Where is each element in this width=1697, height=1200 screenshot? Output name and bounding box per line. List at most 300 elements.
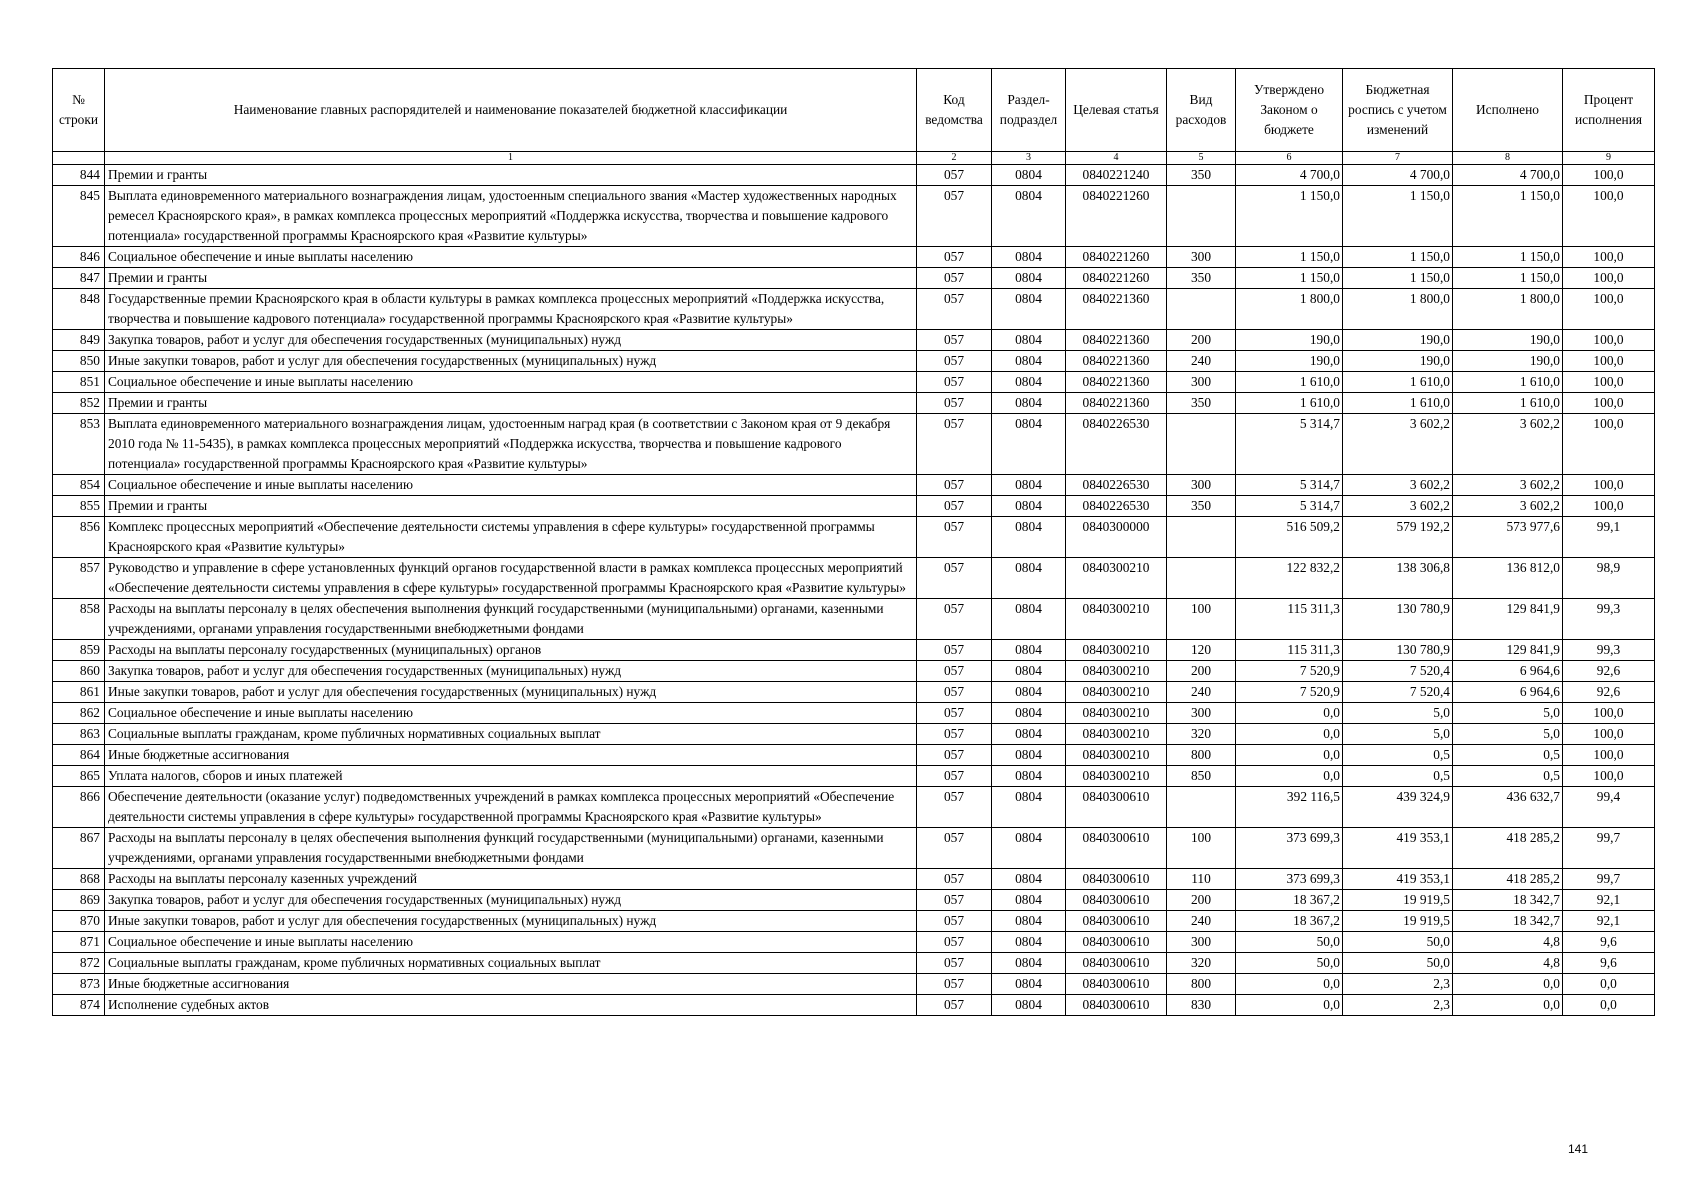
approved-amount: 50,0: [1236, 953, 1343, 974]
table-row: [53, 787, 1655, 828]
executed-amount: 1 610,0: [1453, 393, 1563, 414]
target-item: 0840300610: [1066, 995, 1167, 1016]
section-code: 0804: [992, 682, 1066, 703]
item-name: Иные закупки товаров, работ и услуг для обеспечения государственных (муниципальных) нужд: [105, 682, 917, 703]
executed-amount: 1 800,0: [1453, 289, 1563, 330]
expense-kind: 350: [1167, 165, 1236, 186]
row-number: 871: [53, 932, 105, 953]
execution-percent: 99,3: [1563, 599, 1655, 640]
budget-amount: 7 520,4: [1343, 661, 1453, 682]
budget-amount: 5,0: [1343, 724, 1453, 745]
executed-amount: 418 285,2: [1453, 869, 1563, 890]
approved-amount: 373 699,3: [1236, 828, 1343, 869]
dept-code: 057: [917, 890, 992, 911]
table-row: [53, 640, 1655, 661]
row-number: 860: [53, 661, 105, 682]
dept-code: 057: [917, 745, 992, 766]
target-item: 0840300210: [1066, 745, 1167, 766]
execution-percent: 99,1: [1563, 517, 1655, 558]
dept-code: 057: [917, 911, 992, 932]
item-name: Расходы на выплаты персоналу государственных (муниципальных) органов: [105, 640, 917, 661]
section-code: 0804: [992, 186, 1066, 247]
executed-amount: 0,0: [1453, 974, 1563, 995]
executed-amount: 129 841,9: [1453, 599, 1563, 640]
expense-kind: 830: [1167, 995, 1236, 1016]
target-item: 0840226530: [1066, 496, 1167, 517]
budget-amount: 19 919,5: [1343, 890, 1453, 911]
column-number: 9: [1563, 152, 1655, 165]
expense-kind: 800: [1167, 745, 1236, 766]
target-item: 0840300000: [1066, 517, 1167, 558]
execution-percent: 100,0: [1563, 372, 1655, 393]
header-row: [53, 69, 1655, 152]
dept-code: 057: [917, 661, 992, 682]
execution-percent: 9,6: [1563, 932, 1655, 953]
row-number: 845: [53, 186, 105, 247]
executed-amount: 18 342,7: [1453, 911, 1563, 932]
header-percent: Процент исполнения: [1563, 69, 1655, 152]
dept-code: 057: [917, 475, 992, 496]
table-row: [53, 558, 1655, 599]
page-number: 141: [1568, 1142, 1589, 1156]
item-name: Социальные выплаты гражданам, кроме публичных нормативных социальных выплат: [105, 953, 917, 974]
approved-amount: 373 699,3: [1236, 869, 1343, 890]
item-name: Премии и гранты: [105, 268, 917, 289]
row-number: 855: [53, 496, 105, 517]
section-code: 0804: [992, 351, 1066, 372]
execution-percent: 99,4: [1563, 787, 1655, 828]
item-name: Закупка товаров, работ и услуг для обеспечения государственных (муниципальных) нужд: [105, 661, 917, 682]
section-code: 0804: [992, 661, 1066, 682]
header-executed: Исполнено: [1453, 69, 1563, 152]
execution-percent: 92,1: [1563, 911, 1655, 932]
executed-amount: 4 700,0: [1453, 165, 1563, 186]
table-row: [53, 828, 1655, 869]
row-number: 853: [53, 414, 105, 475]
expense-kind: 320: [1167, 953, 1236, 974]
executed-amount: 129 841,9: [1453, 640, 1563, 661]
section-code: 0804: [992, 268, 1066, 289]
column-number: 8: [1453, 152, 1563, 165]
row-number: 856: [53, 517, 105, 558]
section-code: 0804: [992, 869, 1066, 890]
row-number: 852: [53, 393, 105, 414]
target-item: 0840226530: [1066, 475, 1167, 496]
executed-amount: 3 602,2: [1453, 475, 1563, 496]
target-item: 0840221260: [1066, 186, 1167, 247]
approved-amount: 190,0: [1236, 330, 1343, 351]
item-name: Расходы на выплаты персоналу в целях обеспечения выполнения функций государственными (муниципальными) органами, казенными учреждениями, органами управления государственными внебюджетными фондами: [105, 599, 917, 640]
execution-percent: 0,0: [1563, 974, 1655, 995]
table-row: [53, 599, 1655, 640]
target-item: 0840300210: [1066, 766, 1167, 787]
target-item: 0840300210: [1066, 682, 1167, 703]
dept-code: 057: [917, 289, 992, 330]
execution-percent: 92,1: [1563, 890, 1655, 911]
budget-amount: 1 610,0: [1343, 372, 1453, 393]
expense-kind: 100: [1167, 828, 1236, 869]
section-code: 0804: [992, 640, 1066, 661]
expense-kind: [1167, 787, 1236, 828]
execution-percent: 100,0: [1563, 330, 1655, 351]
target-item: 0840300210: [1066, 599, 1167, 640]
budget-amount: 3 602,2: [1343, 496, 1453, 517]
dept-code: 057: [917, 372, 992, 393]
expense-kind: 100: [1167, 599, 1236, 640]
dept-code: 057: [917, 558, 992, 599]
table-row: [53, 268, 1655, 289]
approved-amount: 5 314,7: [1236, 414, 1343, 475]
executed-amount: 6 964,6: [1453, 661, 1563, 682]
column-number: 3: [992, 152, 1066, 165]
expense-kind: 350: [1167, 393, 1236, 414]
approved-amount: 0,0: [1236, 724, 1343, 745]
target-item: 0840300210: [1066, 724, 1167, 745]
approved-amount: 0,0: [1236, 995, 1343, 1016]
section-code: 0804: [992, 289, 1066, 330]
expense-kind: 300: [1167, 932, 1236, 953]
table-row: [53, 475, 1655, 496]
approved-amount: 18 367,2: [1236, 890, 1343, 911]
item-name: Закупка товаров, работ и услуг для обеспечения государственных (муниципальных) нужд: [105, 330, 917, 351]
item-name: Социальное обеспечение и иные выплаты населению: [105, 247, 917, 268]
expense-kind: 300: [1167, 247, 1236, 268]
executed-amount: 0,5: [1453, 745, 1563, 766]
budget-amount: 1 150,0: [1343, 268, 1453, 289]
row-number: 859: [53, 640, 105, 661]
budget-amount: 4 700,0: [1343, 165, 1453, 186]
execution-percent: 100,0: [1563, 165, 1655, 186]
executed-amount: 1 150,0: [1453, 268, 1563, 289]
budget-amount: 5,0: [1343, 703, 1453, 724]
section-code: 0804: [992, 724, 1066, 745]
target-item: 0840300610: [1066, 953, 1167, 974]
budget-amount: 1 150,0: [1343, 247, 1453, 268]
executed-amount: 418 285,2: [1453, 828, 1563, 869]
item-name: Обеспечение деятельности (оказание услуг) подведомственных учреждений в рамках комплекса процессных мероприятий «Обеспечение деятельности системы управления в сфере культуры» государственной программы Красноярского края «Развитие культуры»: [105, 787, 917, 828]
approved-amount: 18 367,2: [1236, 911, 1343, 932]
header-target-item: Целевая статья: [1066, 69, 1167, 152]
dept-code: 057: [917, 414, 992, 475]
item-name: Уплата налогов, сборов и иных платежей: [105, 766, 917, 787]
target-item: 0840300610: [1066, 787, 1167, 828]
table-row: [53, 414, 1655, 475]
section-code: 0804: [992, 787, 1066, 828]
target-item: 0840300610: [1066, 932, 1167, 953]
item-name: Премии и гранты: [105, 165, 917, 186]
executed-amount: 190,0: [1453, 330, 1563, 351]
item-name: Закупка товаров, работ и услуг для обеспечения государственных (муниципальных) нужд: [105, 890, 917, 911]
row-number: 854: [53, 475, 105, 496]
row-number: 850: [53, 351, 105, 372]
row-number: 867: [53, 828, 105, 869]
item-name: Комплекс процессных мероприятий «Обеспечение деятельности системы управления в сфере культуры» государственной программы Красноярского края «Развитие культуры»: [105, 517, 917, 558]
target-item: 0840300610: [1066, 890, 1167, 911]
budget-table-container: [52, 68, 1654, 1016]
execution-percent: 100,0: [1563, 496, 1655, 517]
execution-percent: 100,0: [1563, 475, 1655, 496]
target-item: 0840300610: [1066, 869, 1167, 890]
table-row: [53, 745, 1655, 766]
target-item: 0840221260: [1066, 247, 1167, 268]
row-number: 851: [53, 372, 105, 393]
execution-percent: 92,6: [1563, 661, 1655, 682]
executed-amount: 3 602,2: [1453, 496, 1563, 517]
item-name: Социальное обеспечение и иные выплаты населению: [105, 932, 917, 953]
column-number-row: [53, 152, 1655, 165]
section-code: 0804: [992, 558, 1066, 599]
executed-amount: 0,5: [1453, 766, 1563, 787]
section-code: 0804: [992, 828, 1066, 869]
budget-amount: 419 353,1: [1343, 828, 1453, 869]
dept-code: 057: [917, 330, 992, 351]
dept-code: 057: [917, 599, 992, 640]
approved-amount: 50,0: [1236, 932, 1343, 953]
row-number: 858: [53, 599, 105, 640]
table-row: [53, 932, 1655, 953]
executed-amount: 5,0: [1453, 724, 1563, 745]
execution-percent: 100,0: [1563, 745, 1655, 766]
section-code: 0804: [992, 911, 1066, 932]
section-code: 0804: [992, 953, 1066, 974]
execution-percent: 100,0: [1563, 186, 1655, 247]
execution-percent: 9,6: [1563, 953, 1655, 974]
row-number: 849: [53, 330, 105, 351]
section-code: 0804: [992, 475, 1066, 496]
budget-amount: 3 602,2: [1343, 414, 1453, 475]
expense-kind: 300: [1167, 703, 1236, 724]
table-row: [53, 724, 1655, 745]
executed-amount: 1 150,0: [1453, 186, 1563, 247]
table-row: [53, 247, 1655, 268]
expense-kind: 800: [1167, 974, 1236, 995]
dept-code: 057: [917, 932, 992, 953]
row-number: 861: [53, 682, 105, 703]
dept-code: 057: [917, 703, 992, 724]
header-section: Раздел-подраздел: [992, 69, 1066, 152]
executed-amount: 0,0: [1453, 995, 1563, 1016]
execution-percent: 100,0: [1563, 351, 1655, 372]
budget-amount: 130 780,9: [1343, 599, 1453, 640]
budget-amount: 50,0: [1343, 932, 1453, 953]
section-code: 0804: [992, 247, 1066, 268]
section-code: 0804: [992, 890, 1066, 911]
approved-amount: 7 520,9: [1236, 682, 1343, 703]
budget-amount: 2,3: [1343, 995, 1453, 1016]
row-number: 844: [53, 165, 105, 186]
table-row: [53, 661, 1655, 682]
approved-amount: 190,0: [1236, 351, 1343, 372]
executed-amount: 190,0: [1453, 351, 1563, 372]
table-row: [53, 372, 1655, 393]
approved-amount: 4 700,0: [1236, 165, 1343, 186]
expense-kind: 350: [1167, 496, 1236, 517]
approved-amount: 1 150,0: [1236, 268, 1343, 289]
execution-percent: 100,0: [1563, 268, 1655, 289]
item-name: Руководство и управление в сфере установленных функций органов государственной власти в рамках комплекса процессных мероприятий «Обеспечение деятельности системы управления в сфере культуры» государственной программы Красноярского края «Развитие культуры»: [105, 558, 917, 599]
row-number: 865: [53, 766, 105, 787]
expense-kind: 240: [1167, 911, 1236, 932]
target-item: 0840300610: [1066, 974, 1167, 995]
executed-amount: 4,8: [1453, 953, 1563, 974]
dept-code: 057: [917, 974, 992, 995]
expense-kind: [1167, 414, 1236, 475]
approved-amount: 1 150,0: [1236, 186, 1343, 247]
section-code: 0804: [992, 393, 1066, 414]
item-name: Социальное обеспечение и иные выплаты населению: [105, 372, 917, 393]
dept-code: 057: [917, 640, 992, 661]
row-number: 869: [53, 890, 105, 911]
approved-amount: 0,0: [1236, 703, 1343, 724]
budget-amount: 190,0: [1343, 351, 1453, 372]
approved-amount: 115 311,3: [1236, 640, 1343, 661]
section-code: 0804: [992, 414, 1066, 475]
target-item: 0840300210: [1066, 661, 1167, 682]
execution-percent: 100,0: [1563, 289, 1655, 330]
row-number: 873: [53, 974, 105, 995]
section-code: 0804: [992, 165, 1066, 186]
approved-amount: 122 832,2: [1236, 558, 1343, 599]
budget-amount: 7 520,4: [1343, 682, 1453, 703]
execution-percent: 100,0: [1563, 414, 1655, 475]
row-number: 874: [53, 995, 105, 1016]
column-number: 2: [917, 152, 992, 165]
dept-code: 057: [917, 787, 992, 828]
dept-code: 057: [917, 724, 992, 745]
table-row: [53, 517, 1655, 558]
execution-percent: 100,0: [1563, 247, 1655, 268]
column-number: [53, 152, 105, 165]
header-expense-kind: Вид расходов: [1167, 69, 1236, 152]
section-code: 0804: [992, 517, 1066, 558]
executed-amount: 1 150,0: [1453, 247, 1563, 268]
target-item: 0840221360: [1066, 330, 1167, 351]
target-item: 0840300210: [1066, 640, 1167, 661]
table-row: [53, 890, 1655, 911]
dept-code: 057: [917, 268, 992, 289]
dept-code: 057: [917, 165, 992, 186]
table-body: [53, 165, 1655, 1016]
dept-code: 057: [917, 393, 992, 414]
dept-code: 057: [917, 247, 992, 268]
row-number: 868: [53, 869, 105, 890]
expense-kind: 350: [1167, 268, 1236, 289]
item-name: Социальное обеспечение и иные выплаты населению: [105, 475, 917, 496]
row-number: 857: [53, 558, 105, 599]
table-row: [53, 289, 1655, 330]
section-code: 0804: [992, 766, 1066, 787]
table-row: [53, 703, 1655, 724]
expense-kind: 110: [1167, 869, 1236, 890]
header-row-number: № строки: [53, 69, 105, 152]
table-row: [53, 682, 1655, 703]
table-row: [53, 869, 1655, 890]
executed-amount: 136 812,0: [1453, 558, 1563, 599]
dept-code: 057: [917, 517, 992, 558]
row-number: 862: [53, 703, 105, 724]
budget-amount: 3 602,2: [1343, 475, 1453, 496]
expense-kind: 320: [1167, 724, 1236, 745]
target-item: 0840226530: [1066, 414, 1167, 475]
row-number: 872: [53, 953, 105, 974]
section-code: 0804: [992, 496, 1066, 517]
execution-percent: 99,7: [1563, 828, 1655, 869]
item-name: Иные бюджетные ассигнования: [105, 974, 917, 995]
table-row: [53, 351, 1655, 372]
budget-amount: 1 800,0: [1343, 289, 1453, 330]
budget-amount: 0,5: [1343, 766, 1453, 787]
target-item: 0840221360: [1066, 289, 1167, 330]
execution-percent: 98,9: [1563, 558, 1655, 599]
section-code: 0804: [992, 745, 1066, 766]
target-item: 0840300210: [1066, 558, 1167, 599]
dept-code: 057: [917, 496, 992, 517]
dept-code: 057: [917, 186, 992, 247]
item-name: Премии и гранты: [105, 393, 917, 414]
item-name: Социальные выплаты гражданам, кроме публичных нормативных социальных выплат: [105, 724, 917, 745]
table-row: [53, 766, 1655, 787]
dept-code: 057: [917, 766, 992, 787]
item-name: Государственные премии Красноярского края в области культуры в рамках комплекса процессных мероприятий «Поддержка искусства, творчества и повышение кадрового потенциала» государственной программы Красноярского края «Развитие культуры»: [105, 289, 917, 330]
executed-amount: 573 977,6: [1453, 517, 1563, 558]
expense-kind: 850: [1167, 766, 1236, 787]
table-row: [53, 186, 1655, 247]
expense-kind: [1167, 186, 1236, 247]
dept-code: 057: [917, 995, 992, 1016]
approved-amount: 115 311,3: [1236, 599, 1343, 640]
budget-amount: 2,3: [1343, 974, 1453, 995]
budget-amount: 579 192,2: [1343, 517, 1453, 558]
budget-amount: 50,0: [1343, 953, 1453, 974]
column-number: 6: [1236, 152, 1343, 165]
budget-amount: 138 306,8: [1343, 558, 1453, 599]
table-row: [53, 974, 1655, 995]
execution-percent: 99,7: [1563, 869, 1655, 890]
approved-amount: 1 150,0: [1236, 247, 1343, 268]
row-number: 846: [53, 247, 105, 268]
item-name: Расходы на выплаты персоналу в целях обеспечения выполнения функций государственными (муниципальными) органами, казенными учреждениями, органами управления государственными внебюджетными фондами: [105, 828, 917, 869]
section-code: 0804: [992, 330, 1066, 351]
row-number: 848: [53, 289, 105, 330]
dept-code: 057: [917, 828, 992, 869]
budget-amount: 1 150,0: [1343, 186, 1453, 247]
approved-amount: 1 610,0: [1236, 393, 1343, 414]
item-name: Премии и гранты: [105, 496, 917, 517]
approved-amount: 1 800,0: [1236, 289, 1343, 330]
dept-code: 057: [917, 953, 992, 974]
item-name: Социальное обеспечение и иные выплаты населению: [105, 703, 917, 724]
expense-kind: 240: [1167, 682, 1236, 703]
target-item: 0840221360: [1066, 393, 1167, 414]
approved-amount: 0,0: [1236, 745, 1343, 766]
execution-percent: 99,3: [1563, 640, 1655, 661]
section-code: 0804: [992, 974, 1066, 995]
executed-amount: 5,0: [1453, 703, 1563, 724]
expense-kind: 300: [1167, 372, 1236, 393]
row-number: 864: [53, 745, 105, 766]
budget-amount: 190,0: [1343, 330, 1453, 351]
approved-amount: 5 314,7: [1236, 496, 1343, 517]
target-item: 0840221240: [1066, 165, 1167, 186]
budget-amount: 1 610,0: [1343, 393, 1453, 414]
row-number: 870: [53, 911, 105, 932]
approved-amount: 516 509,2: [1236, 517, 1343, 558]
row-number: 866: [53, 787, 105, 828]
target-item: 0840300610: [1066, 828, 1167, 869]
budget-amount: 19 919,5: [1343, 911, 1453, 932]
execution-percent: 92,6: [1563, 682, 1655, 703]
dept-code: 057: [917, 351, 992, 372]
